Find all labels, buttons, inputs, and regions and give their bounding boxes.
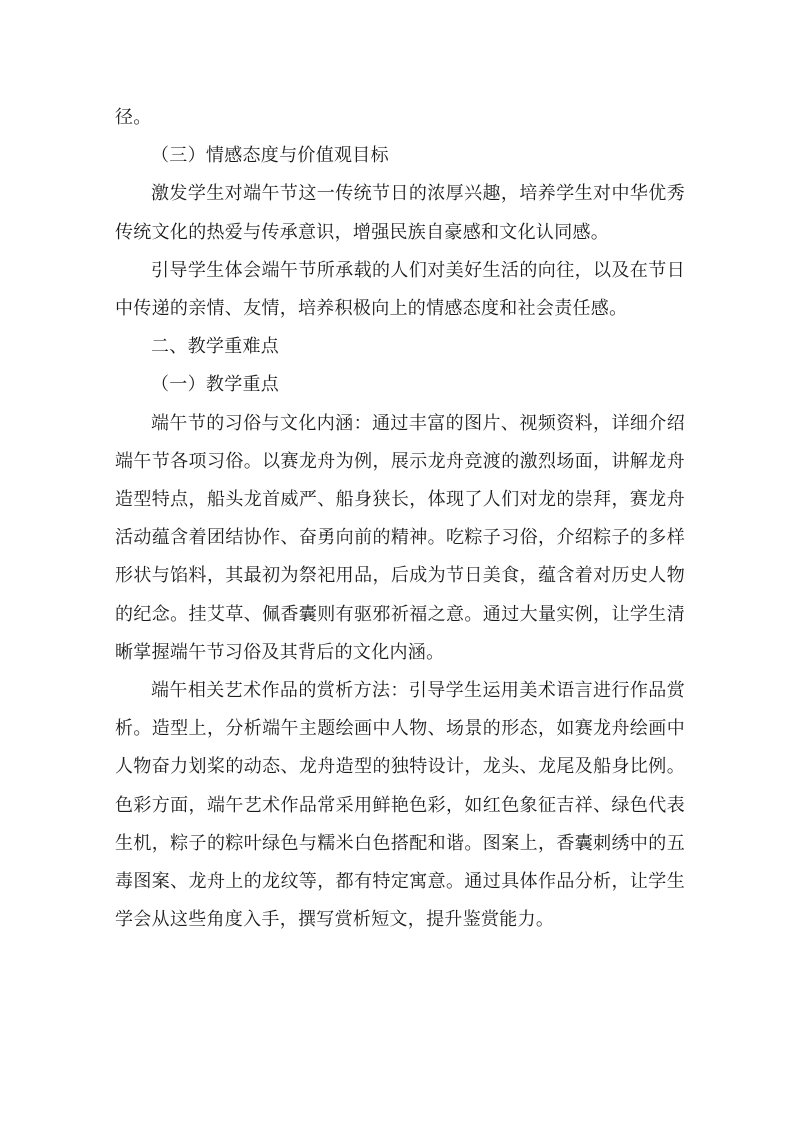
document-body xyxy=(115,99,685,939)
paragraph-art-appreciation: 端午相关艺术作品的赏析方法：引导学生运用美术语言进行作品赏析。造型上，分析端午主题绘画中人物、场景的形态，如赛龙舟绘画中人物奋力划桨的动态、龙舟造型的独特设计，龙头、龙尾及船身比例。色彩方面，端午艺术作品常采用鲜艳色彩，如红色象征吉祥、绿色代表生机，粽子的粽叶绿色与糯米白色搭配和谐。图案上，香囊刺绣中的五毒图案、龙舟上的龙纹等，都有特定寓意。通过具体作品分析，让学生学会从这些角度入手，撰写赏析短文，提升鉴赏能力。 xyxy=(115,680,685,931)
paragraph-continuation: 径。 xyxy=(115,107,152,128)
section-heading-key-difficulties: 二、教学重难点 xyxy=(151,336,280,358)
section-heading-emotional-goals: （三）情感态度与价值观目标 xyxy=(151,145,389,167)
subsection-heading-key-points: （一）教学重点 xyxy=(151,374,280,396)
paragraph-guidance: 引导学生体会端午节所承载的人们对美好生活的向往，以及在节日中传递的亲情、友情，培养积极向上的情感态度和社会责任感。 xyxy=(115,259,685,320)
paragraph-interest: 激发学生对端午节这一传统节日的浓厚兴趣，培养学生对中华优秀传统文化的热爱与传承意识，增强民族自豪感和文化认同感。 xyxy=(115,183,685,243)
paragraph-customs: 端午节的习俗与文化内涵：通过丰富的图片、视频资料，详细介绍端午节各项习俗。以赛龙舟为例，展示龙舟竞渡的激烈场面，讲解龙舟造型特点，船头龙首威严、船身狭长，体现了人们对龙的崇拜，赛龙舟活动蕴含着团结协作、奋勇向前的精神。吃粽子习俗，介绍粽子的多样形状与馅料，其最初为祭祀用品，后成为节日美食，蕴含着对历史人物的纪念。挂艾草、佩香囊则有驱邪祈福之意。通过大量实例，让学生清晰掌握端午节习俗及其背后的文化内涵。 xyxy=(115,412,685,663)
